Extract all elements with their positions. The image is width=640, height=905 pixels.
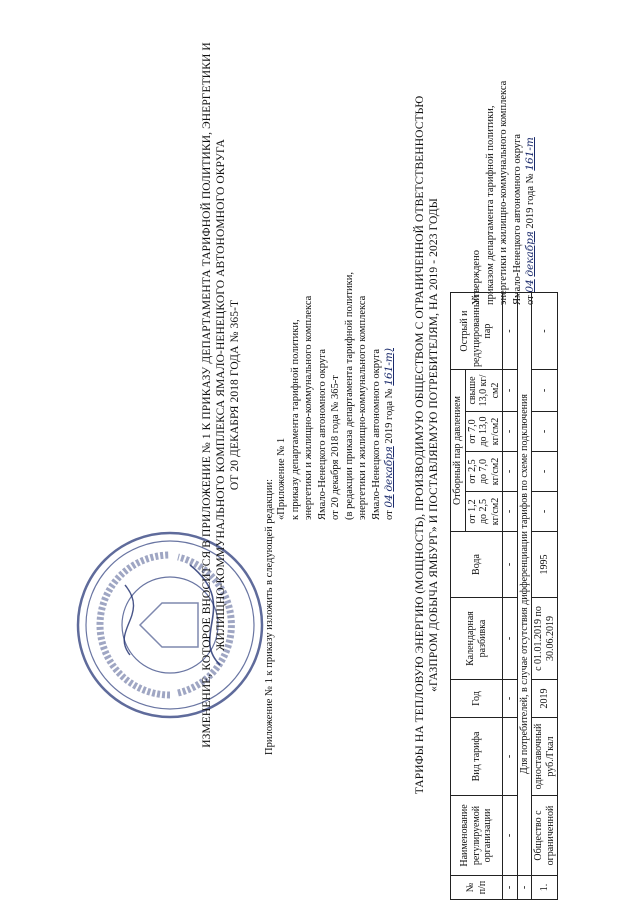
header-line-3: ОТ 20 ДЕКАБРЯ 2018 ГОДА № 365-Т <box>229 299 241 491</box>
table-title-line-2: «ГАЗПРОМ ДОБЫЧА ЯМБУРГ» И ПОСТАВЛЯЕМУЮ ПОТРЕБИТЕЛЯМ, НА 2019 - 2023 ГОДЫ <box>428 198 440 692</box>
row1-type: одноставочный руб./Гкал <box>532 718 558 796</box>
approval-month: декабря <box>524 231 536 277</box>
header-line-2: ЖИЛИЩНО-КОММУНАЛЬНОГО КОМПЛЕКСА ЯМАЛО-НЕНЕЦКОГО АВТОНОМНОГО ОКРУГА <box>215 139 227 651</box>
cell-dash: - <box>503 412 518 452</box>
approval-line-1: Утверждено <box>471 250 482 305</box>
approval-line-3: энергетики и жилищно-коммунального комплекса <box>498 80 509 305</box>
annex-month: декабря <box>383 446 395 492</box>
header-period: Календарная разбивка <box>451 598 503 680</box>
annex-date-line <box>383 180 397 520</box>
header-no: № п/п <box>451 876 503 900</box>
annex-line-5: от 20 декабря 2018 года № 365-т <box>330 375 341 520</box>
annex-number: 161-т) <box>383 348 395 386</box>
annex-line-1: «Приложение № 1 <box>276 437 287 520</box>
table-title <box>413 45 441 845</box>
cell-dash: - <box>532 492 558 532</box>
cell-dash: - <box>503 796 518 876</box>
approval-date-prefix: от <box>525 295 536 305</box>
header-sharp-steam: Острый и редуцированный пар <box>451 293 503 370</box>
annex-line-8: Ямало-Ненецкого автономного округа <box>370 348 382 520</box>
annex-block <box>275 180 397 520</box>
header-steam-3: от 7,0 до 13,0 кг/см2 <box>465 412 503 452</box>
document-header <box>200 35 242 755</box>
row1-water: 1995 <box>532 532 558 598</box>
cell-dash: - <box>532 370 558 412</box>
intro-text: Приложение № 1 к приказу изложить в следующей редакции: <box>264 478 275 755</box>
tariff-table-area <box>445 0 640 905</box>
approval-line-4: Ямало-Ненецкого автономного округа <box>511 133 523 305</box>
approval-day: 04 <box>524 279 536 293</box>
tariff-table <box>450 5 558 900</box>
cell-dash: - <box>503 452 518 492</box>
section-label: Для потребителей, в случае отсутствия дифференциации тарифов по схеме подключения <box>517 293 532 876</box>
annex-line-2: к приказу департамента тарифной политики, <box>289 319 301 520</box>
header-org: Наименование регулируемой организации <box>451 796 503 876</box>
cell-dash: - <box>532 452 558 492</box>
cell-dash: - <box>503 293 518 370</box>
annex-day: 04 <box>383 494 395 508</box>
header-steam-4: свыше 13,0 кг/см2 <box>465 370 503 412</box>
header-steam: Отборный пар давлением <box>451 370 466 532</box>
cell-dash: - <box>503 492 518 532</box>
annex-line-3: энергетики и жилищно-коммунального комплекса <box>303 295 314 520</box>
row1-year: 2019 <box>532 680 558 718</box>
cell-dash: - <box>503 370 518 412</box>
annex-line-7: энергетики и жилищно-коммунального комплекса <box>357 295 368 520</box>
approval-year: 2019 года № <box>525 173 536 229</box>
cell-dash: - <box>503 598 518 680</box>
cell-dash: - <box>503 680 518 718</box>
approval-line-2: приказом департамента тарифной политики, <box>484 105 496 305</box>
cell-dash: - <box>517 876 532 900</box>
header-steam-2: от 2,5 до 7,0 кг/см2 <box>465 452 503 492</box>
annex-date-prefix: от <box>384 510 395 520</box>
cell-dash: - <box>532 412 558 452</box>
table-header-row-1 <box>451 5 466 900</box>
cell-dash: - <box>503 876 518 900</box>
cell-dash: - <box>503 532 518 598</box>
row1-period: с 01.01.2019 по 30.06.2019 <box>532 598 558 680</box>
row1-org: Общество с ограниченной <box>532 796 558 876</box>
table-title-line-1: ТАРИФЫ НА ТЕПЛОВУЮ ЭНЕРГИЮ (МОЩНОСТЬ), ПРОИЗВОДИМУЮ ОБЩЕСТВОМ С ОГРАНИЧЕННОЙ ОТВЕТСТВЕННОСТЬЮ <box>414 95 426 795</box>
annex-year: 2019 года № <box>384 388 395 444</box>
annex-line-4: Ямало-Ненецкого автономного округа <box>316 348 328 520</box>
annex-line-6: (в редакции приказа департамента тарифной политики, <box>343 272 355 520</box>
header-line-1: ИЗМЕНЕНИЕ, КОТОРОЕ ВНОСИТСЯ В ПРИЛОЖЕНИЕ № 1 К ПРИКАЗУ ДЕПАРТАМЕНТА ТАРИФНОЙ ПОЛИТИКИ, ЭНЕРГЕТИКИ И <box>201 42 213 748</box>
cell-dash: - <box>503 718 518 796</box>
header-type: Вид тарифа <box>451 718 503 796</box>
header-steam-1: от 1,2 до 2,5 кг/см2 <box>465 492 503 532</box>
header-year: Год <box>451 680 503 718</box>
row1-no: 1. <box>532 876 558 900</box>
approval-number: 161-т <box>524 137 536 171</box>
header-water: Вода <box>451 532 503 598</box>
cell-dash: - <box>532 293 558 370</box>
